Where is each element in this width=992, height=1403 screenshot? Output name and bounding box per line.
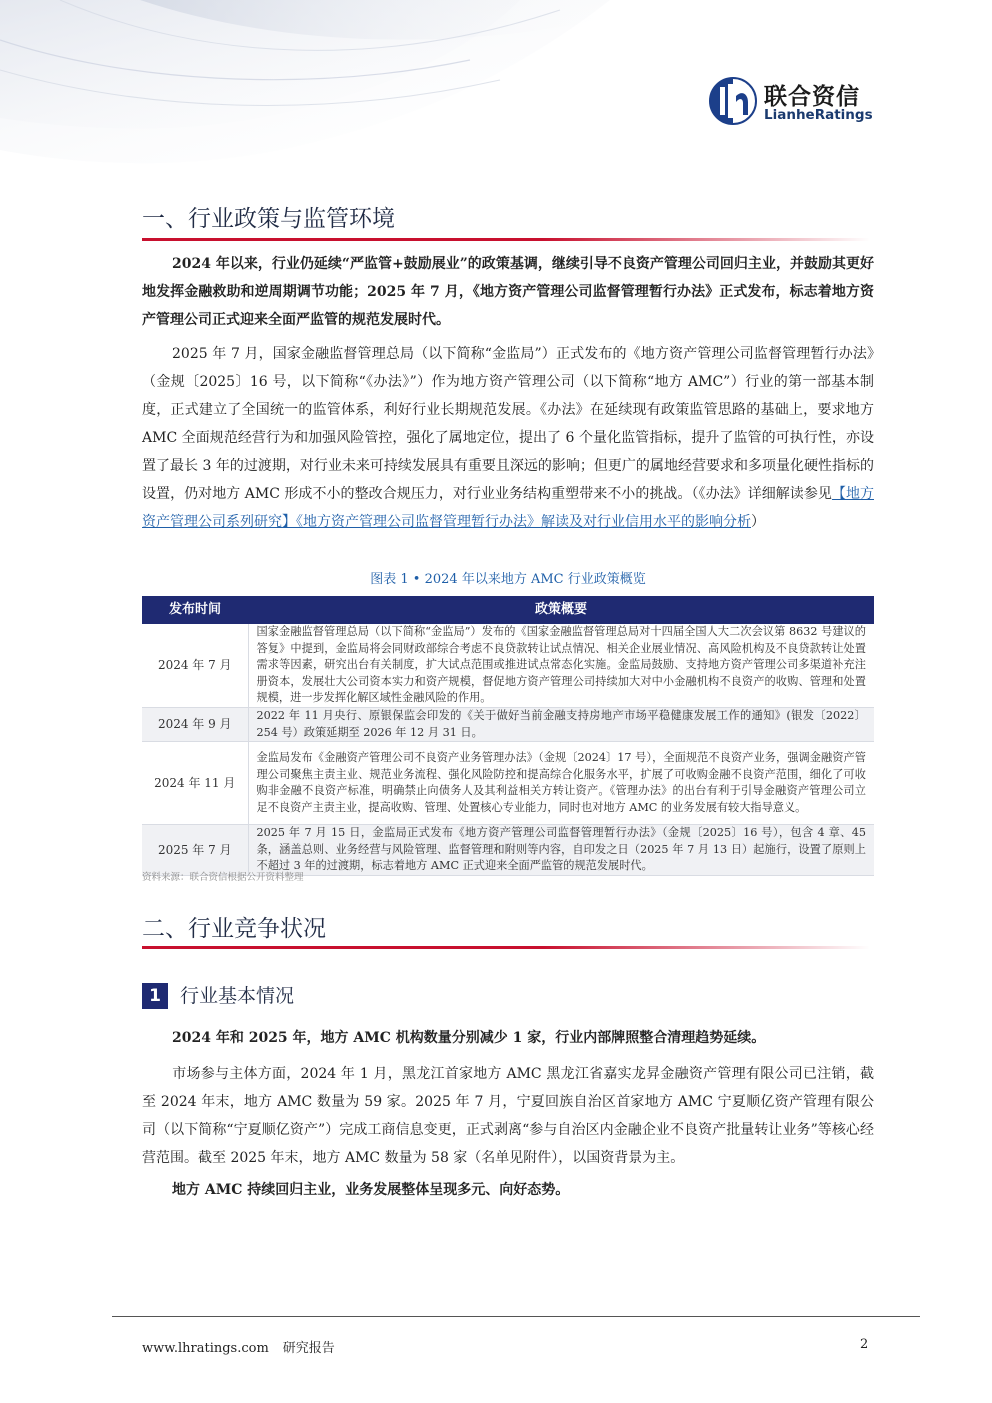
footer-divider — [112, 1316, 920, 1317]
footer — [142, 1337, 349, 1356]
brand-name-cn: 联合资信 — [764, 84, 860, 110]
brand-logo — [708, 76, 888, 128]
section1-body-end: ） — [751, 514, 765, 530]
section1-lead-text: 2024 年以来，行业仍延续“严监管+鼓励展业”的政策基调，继续引导不良资产管理公司回归主业，并鼓励其更好地发挥金融救助和逆周期调节功能；2025 年 7 月，《地方资产管理公司监督管理暂行办法》正式发布，标志着地方资产管理公司正式迎来全面严监管的规范发展时代。 — [142, 256, 874, 328]
row-text: 国家金融监督管理总局（以下简称“金监局”）发布的《国家金融监督管理总局对十四届全国人大二次会议第 8632 号建议的答复》中提到，金监局将会同财政部综合考虑不良贷款转让试点情况、相关企业展业情况、高风险机构及不良贷款转让处置需求等因素，研究出台有关制度，扩大试点范围或推进试点常态化实施。金监局鼓励、支持地方资产管理公司多渠道补充注册资本，发展壮大公司资本实力和资产规模，督促地方资产管理公司持续加大对中小金融机构不良资产的收购、管理和处置规模，进一步发挥化解区域性金融风险的作用。 — [248, 624, 874, 707]
header-date: 发布时间 — [142, 596, 248, 624]
section1-body — [142, 340, 874, 536]
table-row — [142, 742, 874, 825]
row-text: 2025 年 7 月 15 日，金监局正式发布《地方资产管理公司监督管理暂行办法》（金规〔2025〕16 号），包含 4 章、45 条，涵盖总则、业务经营与风险管理、监督管理和附则等内容，自印发之日（2025 年 7 月 13 日）起施行，设置了原则上不超过 3 年的过渡期，标志着地方 AMC 正式迎来全面严监管的规范发展时代。 — [248, 825, 874, 876]
table-row — [142, 825, 874, 876]
page-number: 2 — [860, 1337, 869, 1352]
research-link[interactable]: 【地方资产管理公司系列研究】《地方资产管理公司监督管理暂行办法》解读及对行业信用水平的影响分析 — [142, 486, 874, 530]
section1-title: 一、行业政策与监管环境 — [142, 206, 395, 232]
policy-table — [142, 596, 874, 876]
section2-body-text: 市场参与主体方面，2024 年 1 月，黑龙江首家地方 AMC 黑龙江省嘉实龙昇金融资产管理有限公司已注销，截至 2024 年末，地方 AMC 数量为 59 家。2025 年 7 月，宁夏回族自治区首家地方 AMC 宁夏顺亿资产管理有限公司（以下简称“宁夏顺亿资产”）完成工商信息变更，正式剥离“参与自治区内金融企业不良资产批量转让业务”等核心经营范围。截至 2025 年末，地方 AMC 数量为 58 家（名单见附件），以国资背景为主。 — [142, 1066, 874, 1166]
section2-lead1 — [142, 1024, 874, 1052]
footer-url[interactable]: www.lhratings.com — [142, 1341, 269, 1356]
row-text: 金监局发布《金融资产管理公司不良资产业务管理办法》（金规〔2024〕17 号），全面规范不良资产业务，强调金融资产管理公司聚焦主责主业、规范业务流程、强化风险防控和提高综合化服务水平，扩展了可收购金融不良资产范围，细化了可收购非金融不良资产标准，明确禁止向债务人及其利益相关方转让资产。《管理办法》的出台有利于引导金融资产管理公司立足不良资产主责主业，提高收购、管理、处置核心专业能力，同时也对地方 AMC 的业务发展有较大指导意义。 — [248, 742, 874, 825]
table-row — [142, 707, 874, 741]
section1-body-text: 2025 年 7 月，国家金融监督管理总局（以下简称“金监局”）正式发布的《地方资产管理公司监督管理暂行办法》（金规〔2025〕16 号，以下简称“《办法》”）作为地方资产管理公司（以下简称“地方 AMC”）行业的第一部基本制度，正式建立了全国统一的监管体系，利好行业长期规范发展。《办法》在延续现有政策监管思路的基础上，要求地方 AMC 全面规范经营行为和加强风险管控，强化了属地定位，提出了 6 个量化监管指标，提升了监管的可执行性，亦设置了最长 3 年的过渡期，对行业未来可持续发展具有重要且深远的影响；但更广的属地经营要求和多项量化硬性指标的设置，仍对地方 AMC 形成不小的整改合规压力，对行业业务结构重塑带来不小的挑战。（《办法》详细解读参见 — [142, 346, 874, 502]
section2-body — [142, 1060, 874, 1172]
section2-lead2 — [142, 1176, 874, 1204]
table-row — [142, 624, 874, 707]
table-header-row — [142, 596, 874, 624]
row-date: 2024 年 7 月 — [142, 624, 248, 707]
section2-lead1-text: 2024 年和 2025 年，地方 AMC 机构数量分别减少 1 家，行业内部牌照整合清理趋势延续。 — [172, 1030, 766, 1046]
table-caption: 图表 1 • 2024 年以来地方 AMC 行业政策概览 — [370, 572, 646, 587]
header-summary: 政策概要 — [248, 596, 874, 624]
section1-lead — [142, 250, 874, 334]
subsection-number: 1 — [142, 983, 168, 1009]
lianhe-logo-icon — [708, 76, 758, 126]
row-date: 2024 年 9 月 — [142, 707, 248, 741]
section1-divider — [142, 238, 870, 241]
row-text: 2022 年 11 月央行、原银保监会印发的《关于做好当前金融支持房地产市场平稳健康发展工作的通知》(银发〔2022〕254 号）政策延期至 2026 年 12 月 31 日。 — [248, 707, 874, 741]
subsection-title: 行业基本情况 — [180, 985, 295, 1007]
table-source: 资料来源：联合资信根据公开资料整理 — [142, 872, 304, 883]
section2-divider — [142, 946, 870, 949]
section2-lead2-text: 地方 AMC 持续回归主业，业务发展整体呈现多元、向好态势。 — [172, 1182, 570, 1198]
section2-title: 二、行业竞争状况 — [142, 916, 326, 942]
row-date: 2024 年 11 月 — [142, 742, 248, 825]
footer-label: 研究报告 — [282, 1341, 335, 1356]
row-date: 2025 年 7 月 — [142, 825, 248, 876]
brand-name-en: LianheRatings — [764, 107, 873, 123]
